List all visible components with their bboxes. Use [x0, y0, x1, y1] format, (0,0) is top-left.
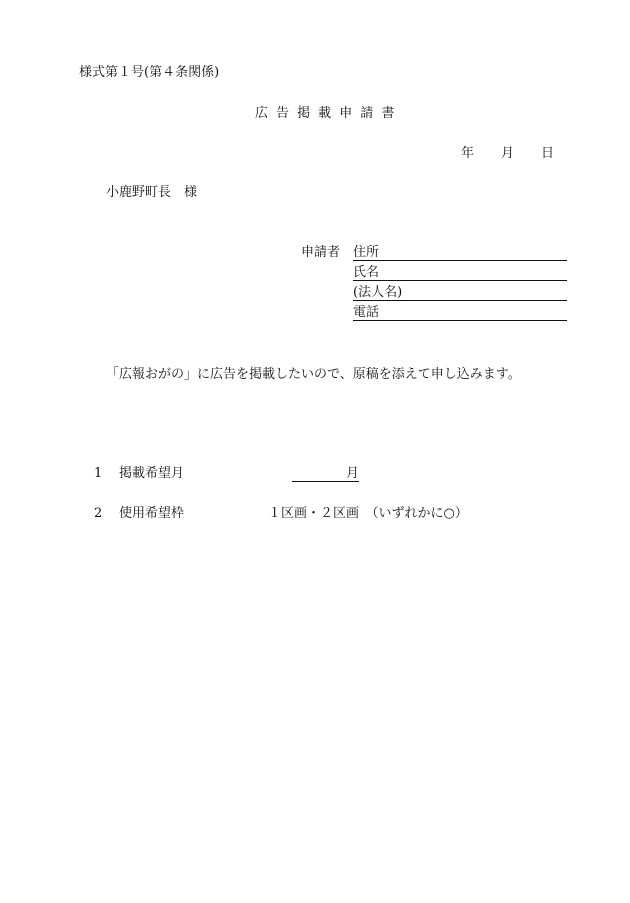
- desired-month-field[interactable]: [292, 466, 359, 482]
- date-line: [461, 147, 554, 160]
- addressee: 小鹿野町長 様: [106, 185, 198, 200]
- date-month-label: 月: [501, 146, 515, 161]
- date-year-label: 年: [461, 146, 475, 161]
- application-statement: 「広報おがの」に広告を掲載したいので、原稿を添えて申し込みます。: [106, 367, 521, 382]
- address-label: 住所: [353, 245, 380, 260]
- item-number-1: 1: [94, 466, 103, 481]
- name-field[interactable]: [353, 265, 567, 281]
- month-unit: 月: [345, 466, 359, 481]
- corporation-name-label: (法人名): [353, 285, 403, 300]
- date-day-label: 日: [541, 146, 555, 161]
- form-number: 様式第１号(第４条関係): [79, 65, 220, 80]
- item-label-frame: 使用希望枠: [119, 506, 185, 521]
- frame-options[interactable]: １区画・２区画 （いずれかに○）: [268, 506, 468, 521]
- phone-field[interactable]: [353, 305, 567, 321]
- item-label-desired-month: 掲載希望月: [119, 466, 185, 481]
- address-field[interactable]: [353, 245, 567, 261]
- name-label: 氏名: [353, 265, 380, 280]
- corporation-name-field[interactable]: [353, 285, 567, 301]
- applicant-label: 申請者: [301, 245, 341, 260]
- phone-label: 電話: [353, 305, 380, 320]
- item-number-2: 2: [94, 506, 103, 521]
- document-title: 広告掲載申請書: [255, 106, 403, 121]
